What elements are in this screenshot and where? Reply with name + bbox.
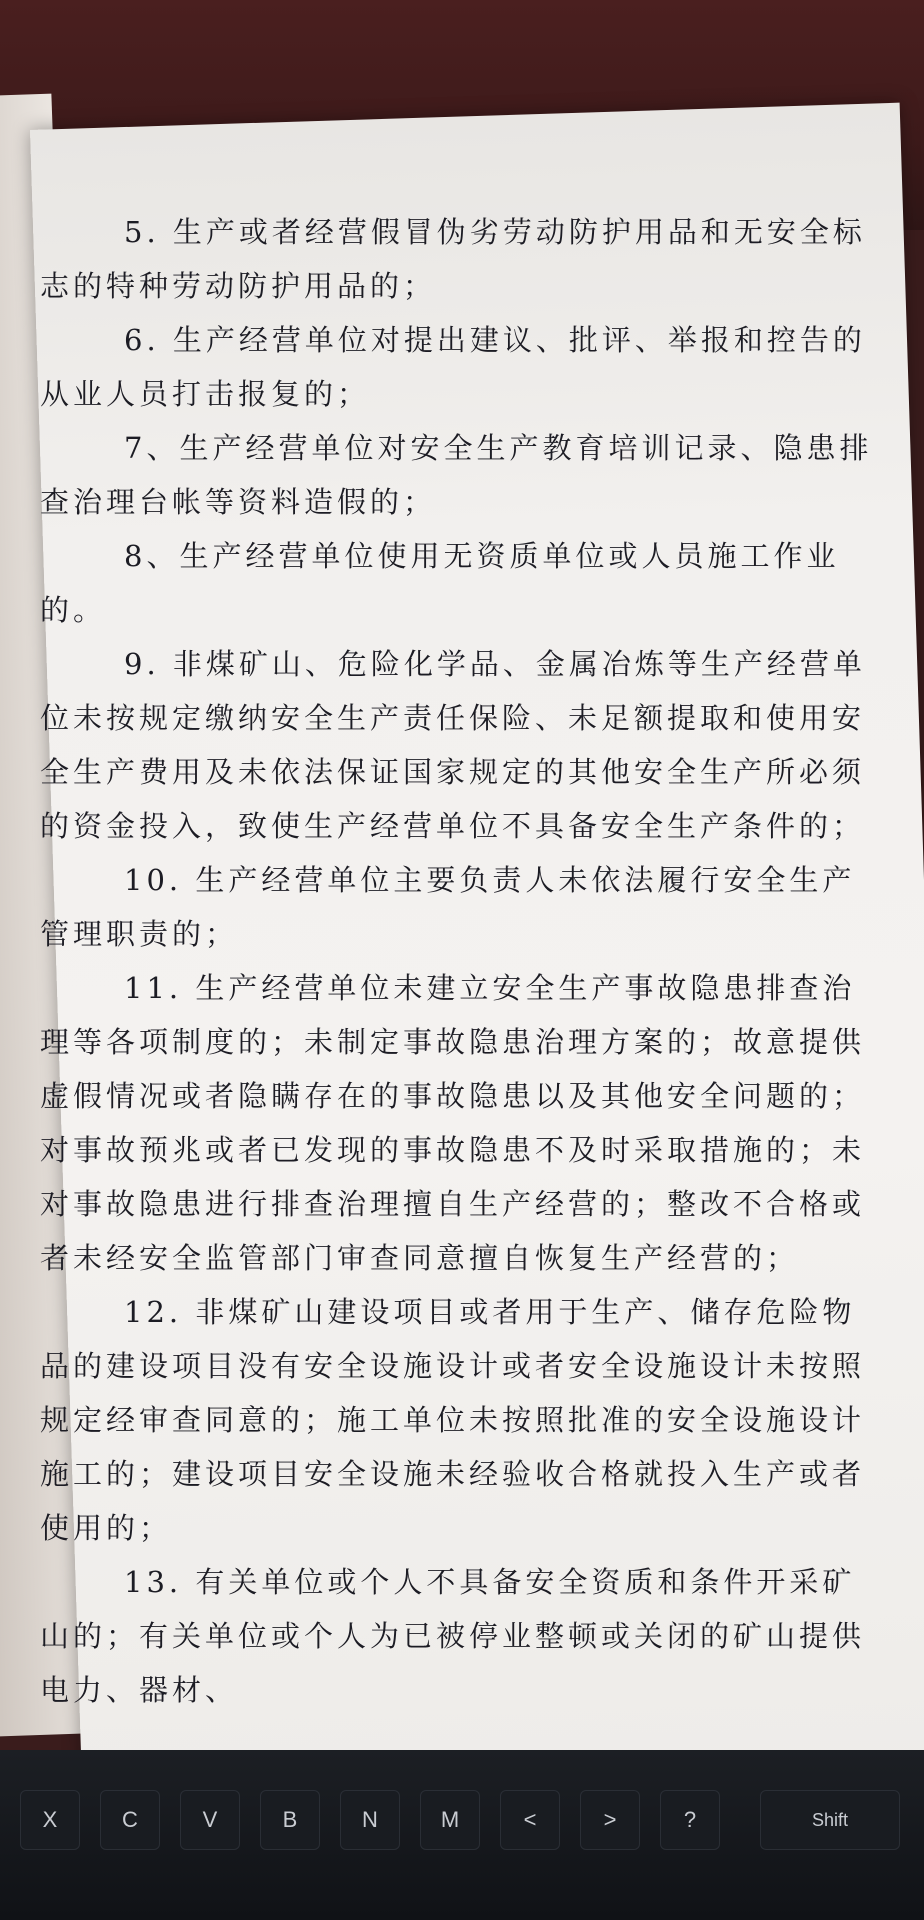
key-less-than: < — [500, 1790, 560, 1850]
paragraph-9: 9. 非煤矿山、危险化学品、金属冶炼等生产经营单位未按规定缴纳安全生产责任保险、未足额提取和使用安全生产费用及未依法保证国家规定的其他安全生产所必须的资金投入，致使生产经营单位不具备安全生产条件的； — [40, 647, 866, 843]
key-v: V — [180, 1790, 240, 1850]
key-n: N — [340, 1790, 400, 1850]
paragraph-8: 8、生产经营单位使用无资质单位或人员施工作业的。 — [40, 539, 840, 627]
key-shift: Shift — [760, 1790, 900, 1850]
key-greater-than: > — [580, 1790, 640, 1850]
key-c: C — [100, 1790, 160, 1850]
paragraph-12: 12. 非煤矿山建设项目或者用于生产、储存危险物品的建设项目没有安全设施设计或者安全设施设计未按照规定经审查同意的；施工单位未按照批准的安全设施设计施工的；建设项目安全设施未经验收合格就投入生产或者使用的； — [40, 1295, 866, 1545]
paragraph-11: 11. 生产经营单位未建立安全生产事故隐患排查治理等各项制度的；未制定事故隐患治理方案的；故意提供虚假情况或者隐瞒存在的事故隐患以及其他安全问题的；对事故预兆或者已发现的事故隐患不及时采取措施的；未对事故隐患进行排查治理擅自生产经营的；整改不合格或者未经安全监管部门审查同意擅自恢复生产经营的； — [40, 971, 866, 1275]
paragraph-13: 13. 有关单位或个人不具备安全资质和条件开采矿山的；有关单位或个人为已被停业整顿或关闭的矿山提供电力、器材、 — [40, 1565, 866, 1707]
key-x: X — [20, 1790, 80, 1850]
paragraph-10: 10. 生产经营单位主要负责人未依法履行安全生产管理职责的； — [40, 863, 856, 951]
paragraph-7: 7、生产经营单位对安全生产教育培训记录、隐患排查治理台帐等资料造假的； — [40, 431, 873, 519]
paragraph-5: 5. 生产或者经营假冒伪劣劳动防护用品和无安全标志的特种劳动防护用品的； — [40, 215, 866, 303]
key-m: M — [420, 1790, 480, 1850]
document-body — [40, 205, 880, 1717]
key-b: B — [260, 1790, 320, 1850]
paragraph-6: 6. 生产经营单位对提出建议、批评、举报和控告的从业人员打击报复的； — [40, 323, 866, 411]
key-question: ? — [660, 1790, 720, 1850]
